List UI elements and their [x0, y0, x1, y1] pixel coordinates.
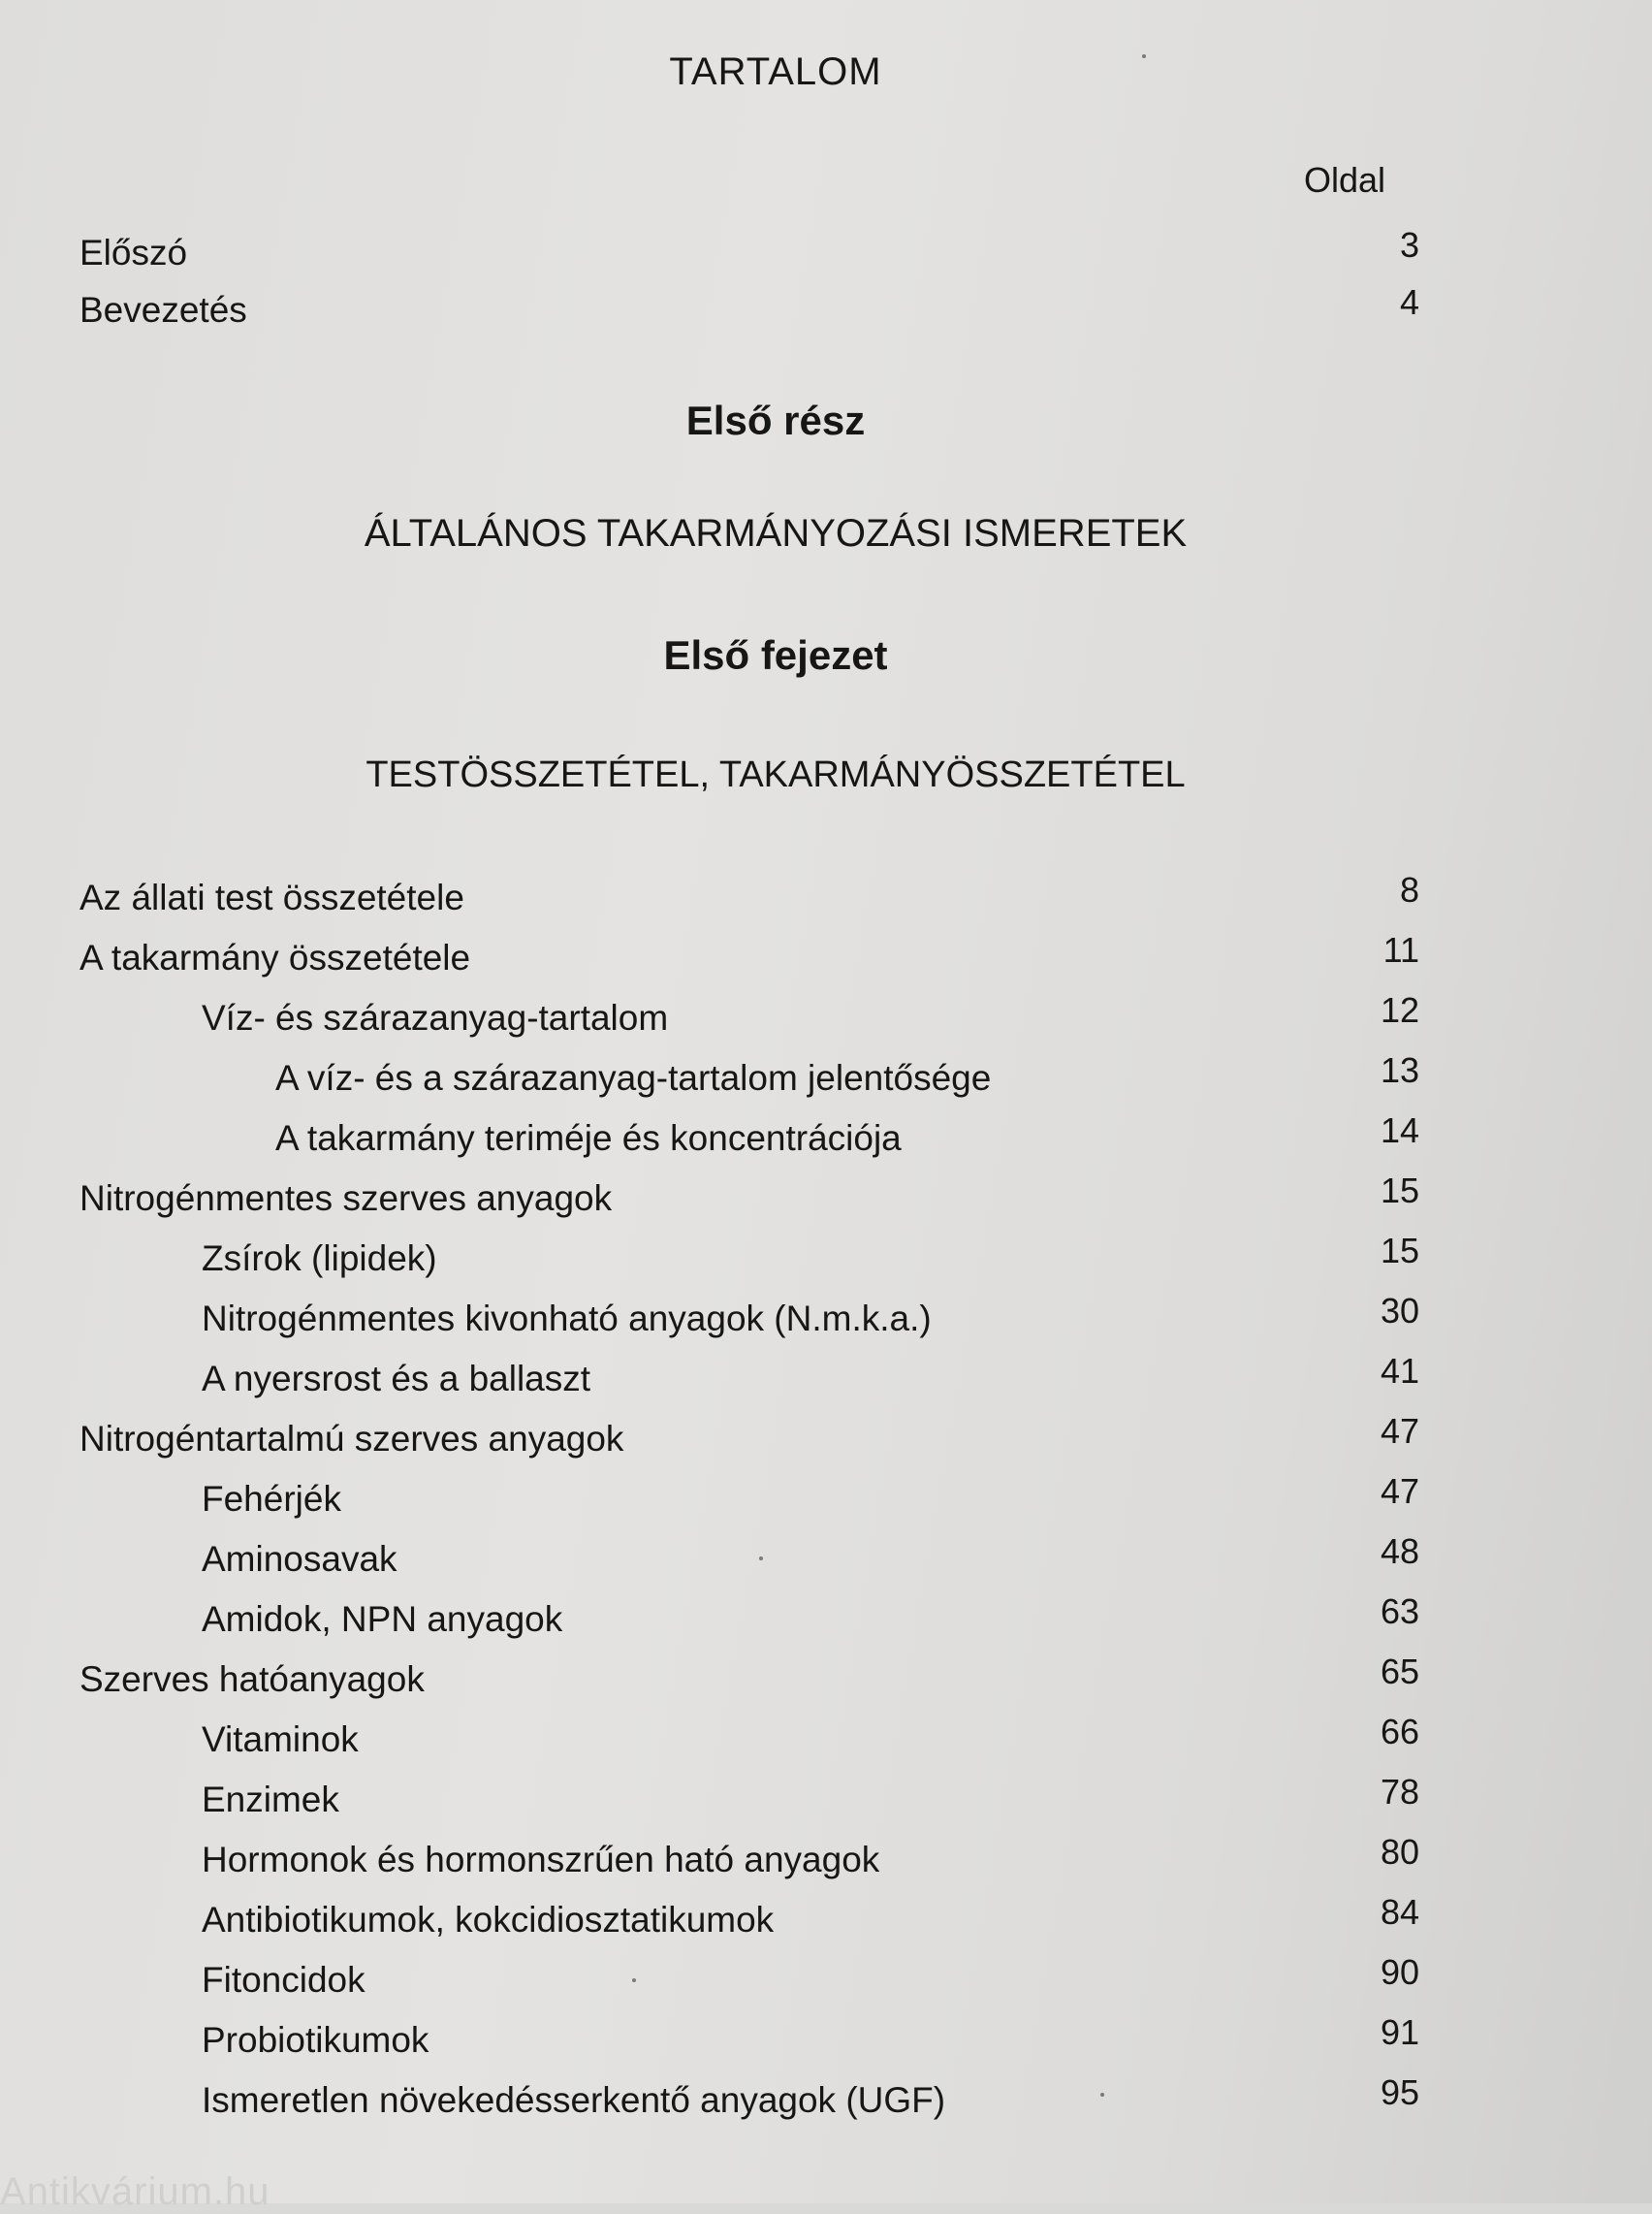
- toc-entry-page: 63: [1380, 1591, 1419, 1631]
- toc-entry-title: Zsírok (lipidek): [202, 1238, 437, 1278]
- toc-entry-title: A víz- és a szárazanyag-tartalom jelentősége: [275, 1058, 992, 1098]
- toc-entry: [0, 990, 1652, 1046]
- toc-entry: [0, 1411, 1652, 1467]
- toc-entry-page: 95: [1380, 2072, 1419, 2112]
- part-title: ÁLTALÁNOS TAKARMÁNYOZÁSI ISMERETEK: [364, 512, 1188, 555]
- toc-entry-page: 91: [1380, 2012, 1419, 2052]
- toc-entry-foreword: [0, 225, 1652, 281]
- toc-entry-title: Víz- és szárazanyag-tartalom: [202, 998, 669, 1038]
- toc-entry-page: 80: [1380, 1832, 1419, 1872]
- toc-entry: [0, 1952, 1652, 2008]
- toc-entry-title: Nitrogénmentes szerves anyagok: [79, 1178, 613, 1218]
- toc-entry: [0, 930, 1652, 986]
- toc-entry-title: Előszó: [79, 233, 188, 273]
- dust-speck: [1100, 2093, 1104, 2097]
- toc-entry-title: A takarmány összetétele: [79, 938, 471, 978]
- toc-entry-page: 8: [1399, 870, 1419, 910]
- toc-entry-title: Nitrogéntartalmú szerves anyagok: [79, 1419, 624, 1459]
- toc-entry-page: 4: [1399, 282, 1419, 322]
- dust-speck: [1142, 54, 1146, 58]
- toc-entry-title: Hormonok és hormonszrűen ható anyagok: [202, 1840, 880, 1879]
- toc-entry: [0, 1892, 1652, 1948]
- toc-entry-title: Antibiotikumok, kokcidiosztatikumok: [202, 1900, 775, 1940]
- toc-entry-title: Szerves hatóanyagok: [79, 1659, 425, 1699]
- toc-entry-title: Ismeretlen növekedésserkentő anyagok (UGF): [202, 2080, 946, 2120]
- chapter-label: Első fejezet: [663, 632, 888, 678]
- toc-entry: [0, 1351, 1652, 1407]
- toc-entry-page: 3: [1399, 225, 1419, 265]
- toc-entry-title: A takarmány teriméje és koncentrációja: [275, 1118, 902, 1158]
- toc-entry-page: 65: [1380, 1652, 1419, 1691]
- toc-entry-page: 41: [1380, 1351, 1419, 1391]
- toc-entry-title: Az állati test összetétele: [79, 878, 464, 917]
- toc-entry: [0, 2012, 1652, 2069]
- toc-entry: [0, 1712, 1652, 1768]
- watermark: Antikvárium.hu: [0, 2170, 270, 2213]
- toc-entry-introduction: [0, 282, 1652, 338]
- toc-entry-title: Probiotikumok: [202, 2020, 429, 2060]
- toc-entry: [0, 1110, 1652, 1167]
- chapter-title: TESTÖSSZETÉTEL, TAKARMÁNYÖSSZETÉTEL: [365, 754, 1186, 795]
- toc-entry-title: A nyersrost és a ballaszt: [202, 1359, 591, 1398]
- toc-entry: [0, 2072, 1652, 2129]
- toc-entry-page: 12: [1380, 990, 1419, 1030]
- toc-entry-page: 13: [1380, 1050, 1419, 1090]
- toc-entry-page: 30: [1380, 1291, 1419, 1331]
- toc-entry: [0, 1652, 1652, 1708]
- toc-entry-title: Nitrogénmentes kivonható anyagok (N.m.k.a.): [202, 1299, 932, 1338]
- part-label: Első rész: [685, 398, 866, 443]
- toc-entry-title: Fehérjék: [202, 1479, 341, 1519]
- toc-entry: [0, 1471, 1652, 1527]
- toc-entry-page: 84: [1380, 1892, 1419, 1932]
- toc-entry-title: Enzimek: [202, 1780, 339, 1819]
- toc-entry-title: Vitaminok: [202, 1719, 359, 1759]
- toc-entry: [0, 1171, 1652, 1227]
- toc-entry: [0, 1531, 1652, 1588]
- toc-entry-title: Fitoncidok: [202, 1960, 365, 2000]
- toc-entry-page: 48: [1380, 1531, 1419, 1571]
- toc-entry: [0, 1050, 1652, 1107]
- dust-speck: [759, 1556, 763, 1560]
- toc-entry-page: 66: [1380, 1712, 1419, 1751]
- toc-entry-page: 15: [1380, 1171, 1419, 1210]
- toc-entry: [0, 1591, 1652, 1648]
- toc-entry-page: 47: [1380, 1411, 1419, 1451]
- toc-entry: [0, 1291, 1652, 1347]
- toc-entry-page: 15: [1380, 1231, 1419, 1270]
- dust-speck: [632, 1978, 636, 1982]
- toc-entry: [0, 1231, 1652, 1287]
- toc-title: TARTALOM: [669, 50, 882, 93]
- toc-entry-page: 47: [1380, 1471, 1419, 1511]
- toc-entry: [0, 1832, 1652, 1888]
- page-column-label: Oldal: [1304, 160, 1386, 200]
- toc-entry: [0, 870, 1652, 926]
- toc-entry-page: 90: [1380, 1952, 1419, 1992]
- toc-entry-title: Amidok, NPN anyagok: [202, 1599, 563, 1639]
- toc-entry-title: Bevezetés: [79, 290, 247, 330]
- toc-entry-page: 78: [1380, 1772, 1419, 1812]
- toc-entry-page: 11: [1382, 930, 1419, 970]
- toc-entry-title: Aminosavak: [202, 1539, 397, 1579]
- toc-entry-page: 14: [1380, 1110, 1419, 1150]
- toc-entry: [0, 1772, 1652, 1828]
